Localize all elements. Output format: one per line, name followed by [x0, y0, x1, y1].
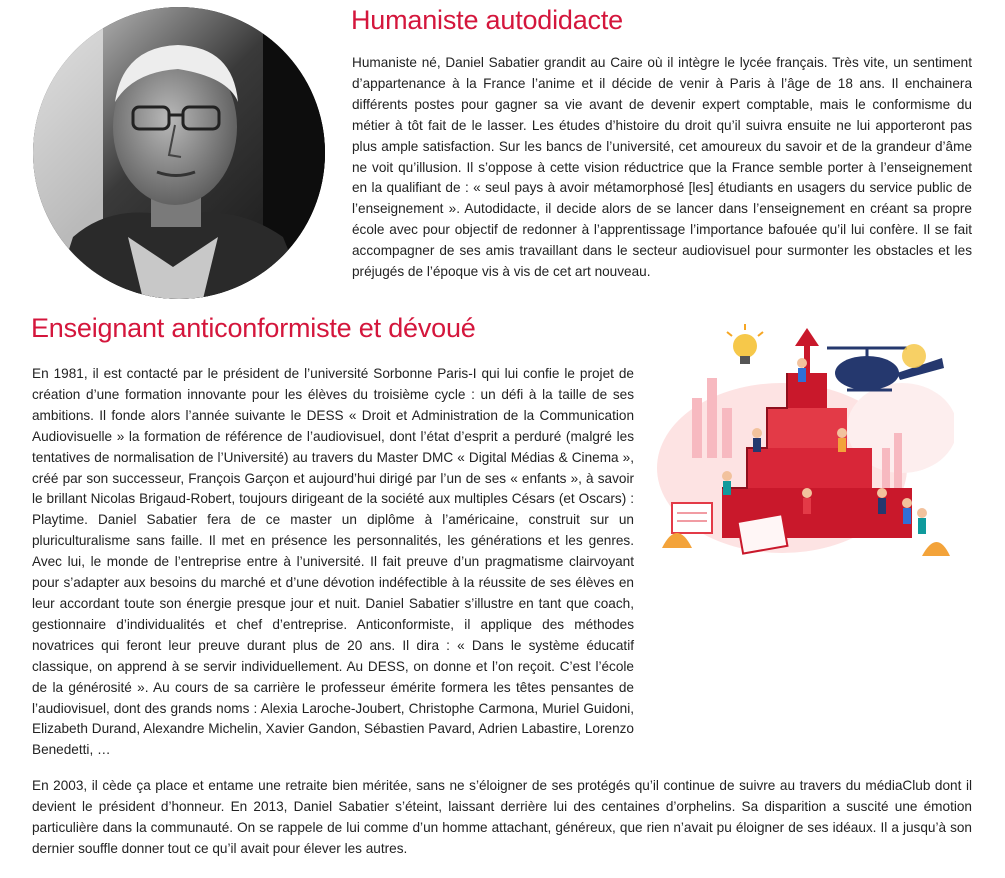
- section-title-enseignant: Enseignant anticonformiste et dévoué: [31, 313, 476, 343]
- portrait-photo-icon: [33, 7, 325, 299]
- section-body-humaniste: Humaniste né, Daniel Sabatier grandit au Caire où il intègre le lycée français. Très vite, un sentiment d’appartenance à la France l’anime et il décide de venir à Paris à l’âge de 18 ans. Il enchainera différents postes pour gagner sa vie avant de devenir expert comptable, mais le conformisme du métier à tôt fait de le lasser. Les études d’histoire du droit qu’il suivra ensuite ne lui apporteront pas plus ample satisfaction. Sur les bancs de l’université, cet amoureux du savoir et de la grandeur d’âme ne voit qu’illusion. Il s’oppose à cette vision réductrice que la France semble porter à l’enseignement en la qualifiant de : « seul pays à avoir métamorphosé [les] étudiants en usagers du service public de l’enseignement ». Autodidacte, il decide alors de se lancer dans l’enseignement en créant sa propre école avec pour objectif de redonner à l’apprentissage l’importance bafouée qu’il lui confère. Il se fait accompagner de ses amis travaillant dans le secteur audiovisuel pour surmonter les obstacles et les préjugés de l’époque vis à vis de cet art nouveau.: [352, 55, 972, 280]
- career-illustration: [652, 318, 954, 564]
- portrait-photo: [33, 7, 325, 299]
- section-title-humaniste: Humaniste autodidacte: [351, 5, 623, 35]
- section-body-enseignant: En 1981, il est contacté par le président de l’université Sorbonne Paris-I qui lui confie le projet de création d’une formation innovante pour les élèves du troisième cycle : un défi à la taille de ses ambitions. Il fonde alors l’année suivante le DESS « Droit et Administration de la Communication Audiovisuelle » la formation de référence de l’audiovisuel, dont l’état d’esprit a perduré (malgré les tentatives de normalisation de l’Université) au travers du Master DMC « Digital Médias & Cinema », créé par son successeur, François Garçon et aujourd’hui dirigé par l’un de ses « enfants », à savoir le brillant Nicolas Brigaud-Robert, toujours dirigeant de la société aux multiples Césars (et Oscars) : Playtime. Daniel Sabatier fera de ce master un diplôme à l’américaine, construit sur un pluriculturalisme sans faille. Il met en présence les personnalités, les générations et les genres. Avec lui, le monde de l’entreprise entre à l’université. Il fait preuve d’un pragmatisme clairvoyant pour s’adapter aux besoins du marché et d’une dévotion indéfectible à la réussite de ses élèves en leur accordant toute son énergie presque jour et nuit. Daniel Sabatier s’illustre en tant que coach, gestionnaire d’individualités et chef d’entreprise. Anticonformiste, il applique des méthodes novatrices qui feront leur preuve durant plus de 20 ans. Il dira : « Dans le système éducatif classique, on apprend à se servir individuellement. Au DESS, on donne et l’on reçoit. C’est l’école de la générosité ». Au cours de sa carrière le professeur émérite formera les têtes pensantes de l’audiovisuel, dont des grands noms : Alexia Laroche-Joubert, Christophe Carmona, Muriel Guidoni, Elizabeth Durand, Alexandre Michelin, Xavier Gandon, Sébastien Pavard, Adrien Labastire, Lorenzo Benedetti, …: [32, 366, 634, 758]
- section-body-retraite: En 2003, il cède ça place et entame une retraite bien méritée, sans ne s’éloigner de ses protégés qu’il continue de suivre au travers du médiaClub dont il devient le président d’honneur. En 2013, Daniel Sabatier s’éteint, laissant derrière lui des centaines d’orphelins. Sa disparition a suscité une émotion particulière dans la communauté. On se rappele de lui comme d’un homme attachant, généreux, que rien n’avait pu éloigner de ses idéaux. Il a jusqu’à son dernier souffle donner tout ce qu’il avait pour élever les autres.: [32, 778, 972, 856]
- career-staircase-illustration-icon: [652, 318, 954, 564]
